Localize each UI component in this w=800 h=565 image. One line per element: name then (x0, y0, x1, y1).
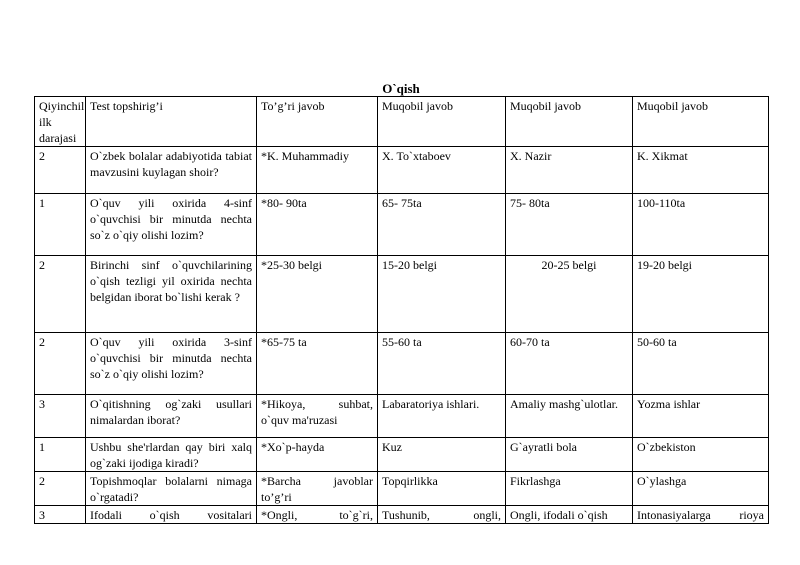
question-cell: O`quv yili oxirida 3-sinf o`quvchisi bir minutda nechta so`z o`qiy olishi lozim? (86, 333, 257, 395)
difficulty-cell: 3 (35, 506, 86, 524)
header-cell: Test topshirig’i (86, 97, 257, 147)
table-header-row (35, 97, 769, 147)
alternative-answer-cell: Fikrlashga (506, 472, 633, 506)
header-cell: Muqobil javob (633, 97, 769, 147)
question-cell: O`qitishning og`zaki usullari nimalardan iborat? (86, 395, 257, 438)
alternative-answer-cell: 50-60 ta (633, 333, 769, 395)
correct-answer-cell: *Ongli, to`g`ri, (257, 506, 378, 524)
table-row (35, 256, 769, 333)
alternative-answer-cell: Intonasiyalarga rioya (633, 506, 769, 524)
difficulty-cell: 2 (35, 256, 86, 333)
difficulty-cell: 3 (35, 395, 86, 438)
correct-answer-cell: *65-75 ta (257, 333, 378, 395)
question-cell: Topishmoqlar bolalarni nimaga o`rgatadi? (86, 472, 257, 506)
question-cell: Ushbu she'rlardan qay biri xalq og`zaki ijodiga kiradi? (86, 438, 257, 472)
table-row (35, 506, 769, 524)
correct-answer-cell: *80- 90ta (257, 194, 378, 256)
header-cell: Muqobil javob (506, 97, 633, 147)
difficulty-cell: 1 (35, 194, 86, 256)
page-title: O`qish (382, 81, 420, 96)
alternative-answer-cell: Kuz (378, 438, 506, 472)
alternative-answer-cell: 15-20 belgi (378, 256, 506, 333)
alternative-answer-cell: Amaliy mashg`ulotlar. (506, 395, 633, 438)
question-cell: Ifodali o`qish vositalari (86, 506, 257, 524)
alternative-answer-cell: Topqirlikka (378, 472, 506, 506)
table-row (35, 472, 769, 506)
alternative-answer-cell: 75- 80ta (506, 194, 633, 256)
correct-answer-cell: *Xo`p-hayda (257, 438, 378, 472)
table-row (35, 395, 769, 438)
correct-answer-cell: *K. Muhammadiy (257, 147, 378, 194)
alternative-answer-cell: 65- 75ta (378, 194, 506, 256)
alternative-answer-cell: O`zbekiston (633, 438, 769, 472)
alternative-answer-cell: G`ayratli bola (506, 438, 633, 472)
alternative-answer-cell: 100-110ta (633, 194, 769, 256)
correct-answer-cell: *25-30 belgi (257, 256, 378, 333)
difficulty-cell: 1 (35, 438, 86, 472)
alternative-answer-cell: O`ylashga (633, 472, 769, 506)
alternative-answer-cell: Ongli, ifodali o`qish (506, 506, 633, 524)
question-cell: O`zbek bolalar adabiyotida tabiat mavzusini kuylagan shoir? (86, 147, 257, 194)
table-row (35, 438, 769, 472)
alternative-answer-cell: Labaratoriya ishlari. (378, 395, 506, 438)
alternative-answer-cell: X. To`xtaboev (378, 147, 506, 194)
alternative-answer-cell: X. Nazir (506, 147, 633, 194)
header-cell: Muqobil javob (378, 97, 506, 147)
header-cell: To’g’ri javob (257, 97, 378, 147)
question-cell: Birinchi sinf o`quvchilarining o`qish tezligi yil oxirida nechta belgidan iborat bo`lishi kerak ? (86, 256, 257, 333)
alternative-answer-cell: K. Xikmat (633, 147, 769, 194)
alternative-answer-cell: Yozma ishlar (633, 395, 769, 438)
table-row (35, 147, 769, 194)
alternative-answer-cell: Tushunib, ongli, (378, 506, 506, 524)
table-row (35, 194, 769, 256)
quiz-table (34, 96, 769, 524)
correct-answer-cell: *Hikoya, suhbat, o`quv ma'ruzasi (257, 395, 378, 438)
alternative-answer-cell: 19-20 belgi (633, 256, 769, 333)
correct-answer-cell: *Barcha javoblar to’g’ri (257, 472, 378, 506)
header-cell: Qiyinchil ilk darajasi (35, 97, 86, 147)
difficulty-cell: 2 (35, 472, 86, 506)
alternative-answer-cell: 20-25 belgi (506, 256, 633, 333)
question-cell: O`quv yili oxirida 4-sinf o`quvchisi bir minutda nechta so`z o`qiy olishi lozim? (86, 194, 257, 256)
difficulty-cell: 2 (35, 333, 86, 395)
difficulty-cell: 2 (35, 147, 86, 194)
alternative-answer-cell: 60-70 ta (506, 333, 633, 395)
alternative-answer-cell: 55-60 ta (378, 333, 506, 395)
table-row (35, 333, 769, 395)
